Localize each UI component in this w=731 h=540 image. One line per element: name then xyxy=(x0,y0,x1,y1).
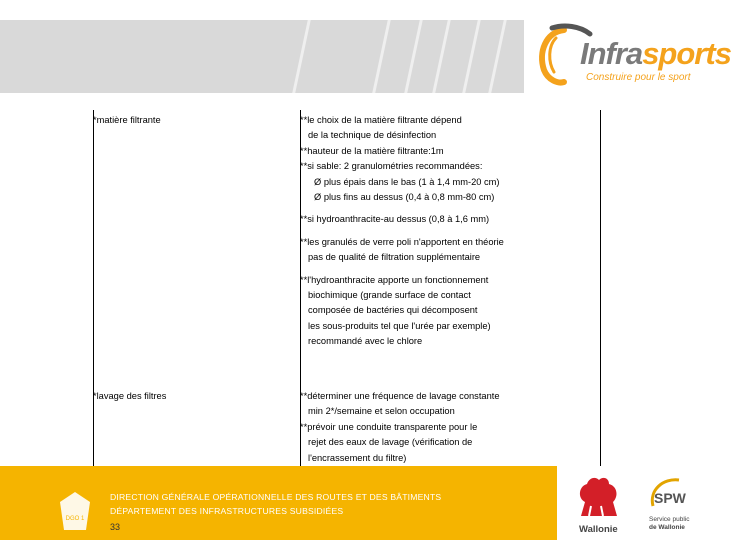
table-border-left xyxy=(93,110,94,466)
logo-wordmark xyxy=(580,36,731,72)
table-line: **hauteur de la matière filtrante:1m xyxy=(300,145,444,156)
logo-tagline: Construire pour le sport xyxy=(586,72,691,83)
table-line: **prévoir une conduite transparente pour le xyxy=(300,421,478,432)
table-line: pas de qualité de filtration supplémentaire xyxy=(308,252,481,263)
footer-direction: DIRECTION GÉNÉRALE OPÉRATIONNELLE DES ROUTES ET DES BÂTIMENTS xyxy=(110,492,442,502)
table-line: Ø plus fins au dessus (0,4 à 0,8 mm-80 cm) xyxy=(314,192,495,203)
infrasports-logo xyxy=(530,20,731,90)
row-label-matiere: *matière filtrante xyxy=(93,115,161,125)
spw-label: SPW xyxy=(654,490,686,506)
table-line: **déterminer une fréquence de lavage constante xyxy=(300,391,500,401)
table-line: recommandé avec le chlore xyxy=(308,336,423,347)
slide-footer xyxy=(0,466,720,540)
spw-sub-line: de Wallonie xyxy=(649,524,685,531)
dgo-logo-icon xyxy=(58,490,92,534)
header-banner xyxy=(0,20,524,93)
spw-subtitle xyxy=(649,516,689,532)
spw-logo xyxy=(645,476,715,536)
table-line: min 2*/semaine et selon occupation xyxy=(308,406,455,417)
table-line: de la technique de désinfection xyxy=(308,130,437,141)
table-line: les sous-produits tel que l'urée par exemple) xyxy=(308,320,491,331)
table-line: composée de bactéries qui décomposent xyxy=(308,305,478,316)
table-line: **si hydroanthracite-au dessus (0,8 à 1,6 mm) xyxy=(300,214,490,225)
decorative-stripe xyxy=(432,20,451,93)
rooster-icon xyxy=(567,472,627,522)
decorative-stripe xyxy=(404,20,423,93)
decorative-stripe xyxy=(462,20,481,93)
footer-department: DÉPARTEMENT DES INFRASTRUCTURES SUBSIDIÉES xyxy=(110,506,344,516)
row-label-lavage: *lavage des filtres xyxy=(93,391,167,401)
table-line: l'encrassement du filtre) xyxy=(308,452,407,463)
dgo-badge-text: DGO 1 xyxy=(65,516,85,522)
table-line: rejet des eaux de lavage (vérification de xyxy=(308,437,473,448)
row-content-matiere xyxy=(300,113,504,350)
page-number: 33 xyxy=(110,522,121,532)
wallonie-logo xyxy=(567,472,639,536)
wallonie-label: Wallonie xyxy=(579,524,618,535)
table-line: Ø plus épais dans le bas (1 à 1,4 mm-20 cm) xyxy=(314,176,500,187)
content-table xyxy=(93,110,601,466)
decorative-stripe xyxy=(372,20,391,93)
row-content-lavage xyxy=(300,389,500,466)
decorative-stripe xyxy=(488,20,507,93)
table-line: **les granulés de verre poli n'apportent en théorie xyxy=(300,236,504,247)
table-border-right xyxy=(600,110,601,466)
logo-suffix: sports xyxy=(642,36,731,71)
table-line: **l'hydroanthracite apporte un fonctionnement xyxy=(300,274,489,285)
slide-header xyxy=(0,0,731,93)
table-line: **si sable: 2 granulométries recommandées: xyxy=(300,161,483,172)
table-line: biochimique (grande surface de contact xyxy=(308,290,471,301)
table-line: **le choix de la matière filtrante dépend xyxy=(300,115,462,125)
footer-band xyxy=(0,466,557,540)
decorative-stripe xyxy=(292,20,311,93)
logo-prefix: Infra xyxy=(580,36,643,71)
spw-sub-line: Service public xyxy=(649,516,690,523)
